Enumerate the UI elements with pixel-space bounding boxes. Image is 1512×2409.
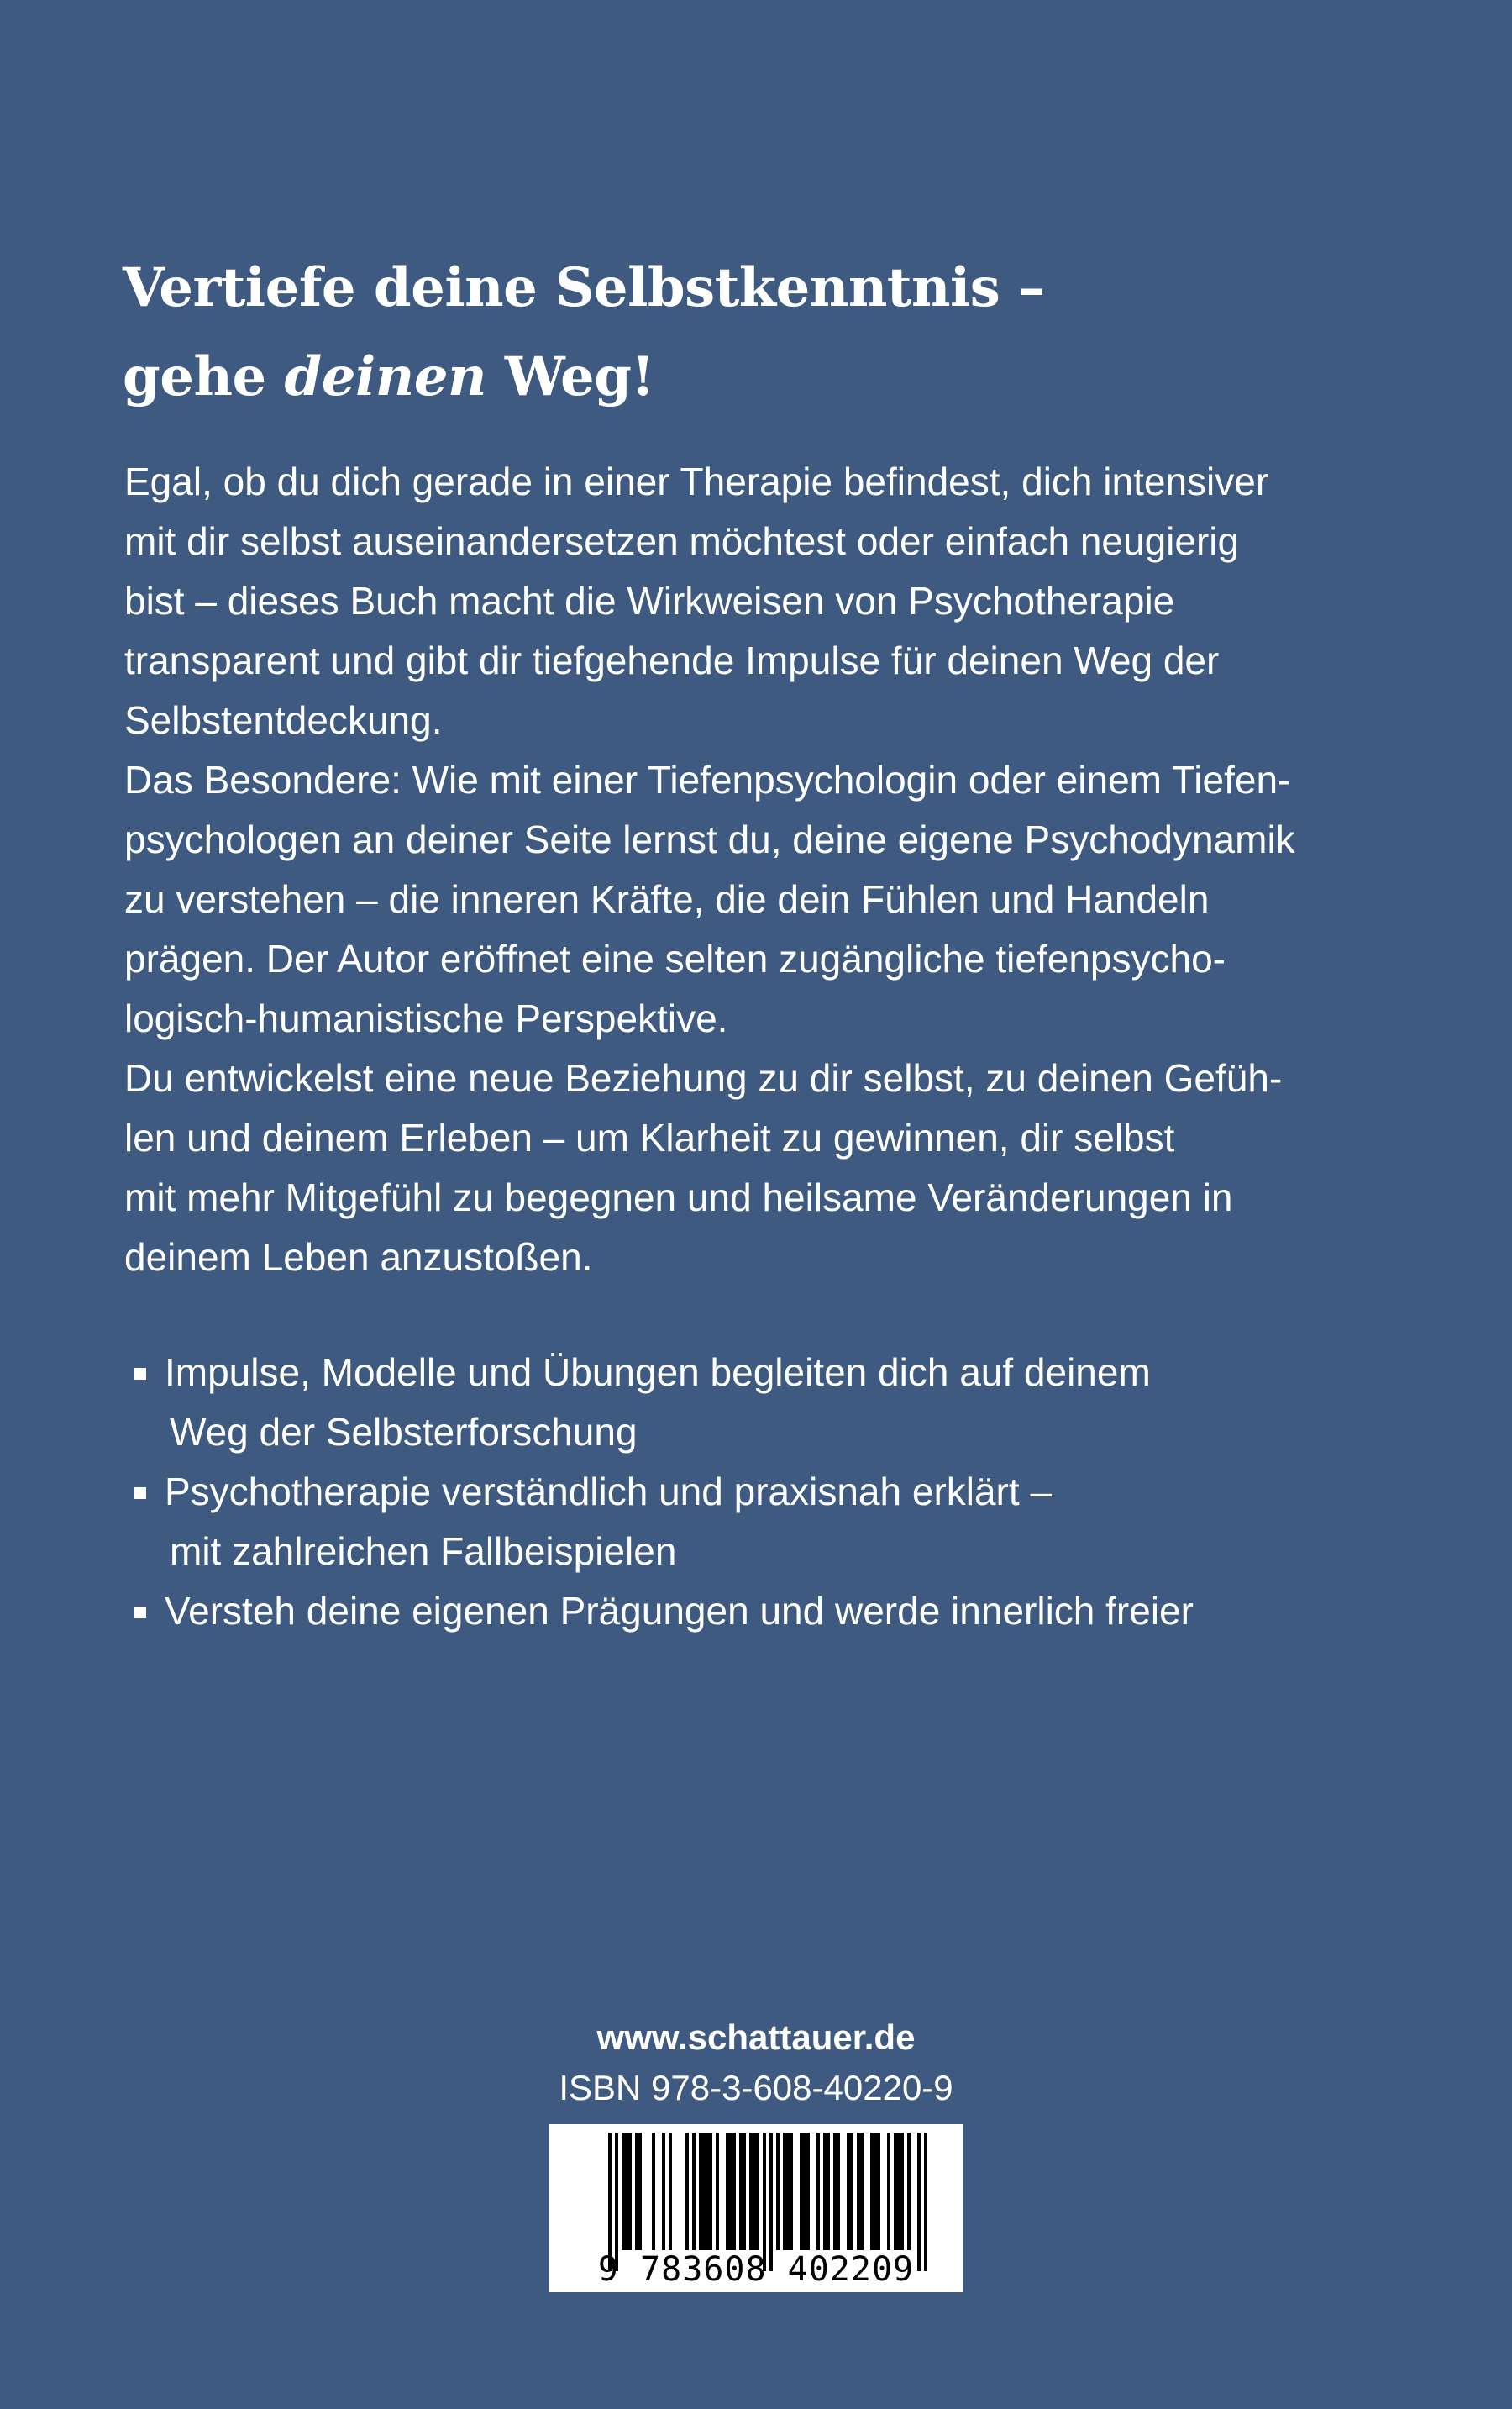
barcode-bar	[716, 2133, 719, 2250]
barcode-bar	[806, 2133, 810, 2250]
barcode-bar	[652, 2133, 655, 2250]
barcode-bar	[897, 2133, 900, 2250]
barcode-bar	[729, 2133, 732, 2250]
paragraph-line: deinem Leben anzustoßen.	[124, 1235, 593, 1279]
feature-line: Weg der Selbsterforschung	[170, 1410, 638, 1454]
barcode-bar	[894, 2133, 897, 2250]
headline-line-2-end: Weg!	[486, 345, 655, 408]
blurb-body	[124, 452, 1401, 1287]
paragraph-line: logisch-humanistische Perspektive.	[124, 997, 728, 1040]
paragraph-line: prägen. Der Autor eröffnet eine selten zugängliche tiefenpsycho-	[124, 937, 1226, 981]
feature-line: Versteh deine eigenen Prägungen und werde innerlich freier	[165, 1589, 1194, 1633]
feature-item	[124, 1581, 1401, 1641]
barcode-bar	[786, 2133, 790, 2250]
barcode-bar	[669, 2133, 672, 2250]
feature-line: Psychotherapie verständlich und praxisnah erklärt –	[165, 1470, 1053, 1513]
barcode-bar	[827, 2133, 830, 2250]
headline-line-2-start: gehe	[123, 345, 285, 408]
barcode-bar	[625, 2133, 628, 2250]
feature-item	[124, 1343, 1401, 1462]
barcode-bar	[726, 2133, 729, 2250]
barcode-bar	[877, 2133, 880, 2250]
paragraph-line: Selbstentdeckung.	[124, 698, 443, 742]
paragraph-line: bist – dieses Buch macht die Wirkweisen von Psychotherapie	[124, 579, 1175, 623]
barcode-bar	[699, 2133, 702, 2250]
headline-line-1: Vertiefe deine Selbstkenntnis –	[123, 256, 1045, 319]
barcode-bar	[739, 2133, 743, 2250]
barcode-bar	[816, 2133, 820, 2250]
barcode-bar	[800, 2133, 803, 2250]
headline	[123, 244, 1399, 422]
headline-line-2	[123, 333, 1399, 422]
publisher-website[interactable]	[0, 2012, 1512, 2063]
barcode-bar	[783, 2133, 786, 2250]
barcode-bar	[706, 2133, 709, 2250]
barcode-bar	[753, 2133, 756, 2250]
paragraph-line: Egal, ob du dich gerade in einer Therapie befindest, dich intensiver	[124, 460, 1269, 503]
barcode-bar	[860, 2133, 864, 2250]
barcode-bar	[870, 2133, 874, 2250]
barcode-bar	[662, 2133, 665, 2250]
barcode	[549, 2124, 963, 2292]
paragraph-line: psychologen an deiner Seite lernst du, deine eigene Psychodynamik	[124, 818, 1295, 861]
headline-emphasis: deinen	[284, 345, 487, 408]
barcode-bar	[874, 2133, 877, 2250]
paragraph-line: transparent und gibt dir tiefgehende Impulse für deinen Weg der	[124, 639, 1220, 682]
paragraph-line: mit mehr Mitgefühl zu begegnen und heilsame Veränderungen in	[124, 1176, 1233, 1219]
barcode-bar	[622, 2133, 625, 2250]
paragraph-special	[124, 750, 1401, 1049]
feature-list	[124, 1343, 1401, 1641]
barcode-bar	[850, 2133, 853, 2250]
feature-item	[124, 1462, 1401, 1581]
barcode-bar	[709, 2133, 712, 2250]
barcode-bar	[776, 2133, 780, 2250]
barcode-bar	[833, 2133, 837, 2250]
barcode-bar	[790, 2133, 793, 2250]
barcode-bar	[692, 2133, 696, 2250]
barcode-bar	[685, 2133, 689, 2250]
paragraph-line: mit dir selbst auseinandersetzen möchtest oder einfach neugierig	[124, 519, 1240, 563]
barcode-bar	[635, 2133, 638, 2250]
barcode-bar	[900, 2133, 904, 2250]
feature-line: mit zahlreichen Fallbeispielen	[170, 1529, 677, 1573]
barcode-bar	[907, 2133, 911, 2250]
feature-line: Impulse, Modelle und Übungen begleiten dich auf deinem	[165, 1350, 1151, 1394]
paragraph-line: zu verstehen – die inneren Kräfte, die dein Fühlen und Handeln	[124, 877, 1210, 921]
isbn-number	[0, 2063, 1512, 2113]
square-bullet-icon	[134, 1607, 146, 1618]
paragraph-line: Das Besondere: Wie mit einer Tiefenpsychologin oder einem Tiefen-	[124, 758, 1291, 802]
barcode-bar	[756, 2133, 759, 2250]
paragraph-line: Du entwickelst eine neue Beziehung zu dir selbst, zu deinen Gefüh-	[124, 1056, 1283, 1100]
square-bullet-icon	[134, 1487, 146, 1499]
website-text[interactable]: www.schattauer.de	[596, 2017, 916, 2057]
barcode-bar	[743, 2133, 746, 2250]
barcode-bar	[857, 2133, 860, 2250]
square-bullet-icon	[134, 1368, 146, 1380]
barcode-bar	[702, 2133, 706, 2250]
paragraph-intro	[124, 452, 1401, 750]
isbn-text: ISBN 978-3-608-40220-9	[559, 2068, 953, 2107]
barcode-bar	[749, 2133, 753, 2250]
barcode-bar	[887, 2133, 890, 2250]
barcode-bar	[628, 2133, 632, 2250]
barcode-bar	[803, 2133, 806, 2250]
barcode-bar	[638, 2133, 642, 2250]
barcode-digits: 9 783608 402209	[597, 2250, 915, 2289]
barcode-bar	[823, 2133, 827, 2250]
barcode-bar	[837, 2133, 840, 2250]
barcode-bar	[732, 2133, 736, 2250]
paragraph-line: len und deinem Erleben – um Klarheit zu gewinnen, dir selbst	[124, 1116, 1175, 1160]
barcode-bar	[847, 2133, 850, 2250]
paragraph-outcome	[124, 1049, 1401, 1287]
